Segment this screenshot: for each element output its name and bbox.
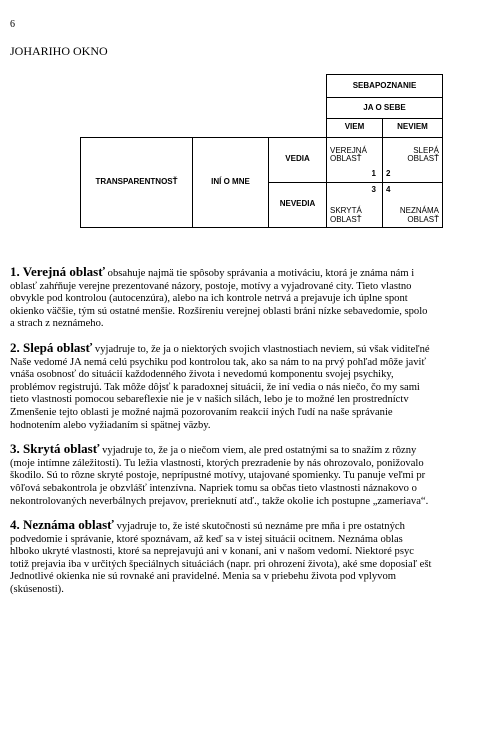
page-number: 6 [10,19,15,30]
paragraph-hidden-area: 3. Skrytá oblasť vyjadruje to, že ja o niečom viem, ale pred ostatnými sa to snažím z rôzny (moje intímne záležitosti). Tu ležia vlastnosti, ktorých prezradenie by nás ohrozovalo, ponižovalo škodilo. Sú to rôzne skryté postoje, neprípustné motívy, utajované spomienky. Tu panuje veľmi pr vôľová sebakontrola je obzvlášť intenzívna. Napriek tomu sa občas tieto vlastnosti náznakovo o nekontrolovaných neverbálnych prejavov, prerieknutí atď., takže okolie ich postupne „zameriava“. [10,443,429,507]
quadrant-label: VEREJNÁ OBLASŤ [330,145,367,164]
body-text [10,266,485,608]
column-not-know: NEVIEM [383,119,443,138]
paragraph-blind-area: 2. Slepá oblasť vyjadruje to, že ja o niektorých svojich vlastnostiach neviem, sú však viditeľné Naše vedomé JA nemá celú psychiku pod kontrolou tak, ako sa nám to na prvý pohľad môže javiť vnáša osobnosť do situácií každodenného života i nevedomú komponentu svojej psychiky, problémov registrujú. Tak môže dôjsť k paradoxnej situácii, že iní vedia o nás niečo, čo my sami tieto vlastnosti pomocou sebareflexie nie je v našich silách, lebo je to možné len prostredníctv Zmenšenie tejto oblasti je možné najmä pozorovaním reakcií iných ľudí na naše správanie hodnotením alebo vyžiadaním si spätnej väzby. [10,341,430,431]
quadrant-hidden-area [327,182,383,227]
paragraph-public-area: 1. Verejná oblasť obsahuje najmä tie spôsoby správania a motiváciu, ktorá je známa nám i oblasť zahŕňuje verejne prezentované názory, postoje, motívy a vyjadrované city. Tieto vlastno obvykle pod kontrolou (autocenzúra), alebo na ich kontrole netrvá a prejavuje ich úplne spont okienko väčšie, tým sú ostatné menšie. Rozšíreniu verejnej oblasti bráni nízke sebavedomie, spolo a strach z neznámeho. [10,266,428,330]
quadrant-number: 3 [371,184,376,194]
quadrant-number: 2 [386,168,391,178]
column-know: VIEM [327,119,383,138]
paragraph-lead: 2. Slepá oblasť [10,341,93,355]
row-transparency: TRANSPARENTNOSŤ [81,137,193,227]
paragraph-unknown-area: 4. Neznáma oblasť vyjadruje to, že isté skutočnosti sú neznáme pre mňa i pre ostatných podvedomie i správanie, ktoré spoznávam, až keď sa v istej situácii ocitnem. Neznáma oblas hlboko ukryté vlastnosti, ktoré sa neprejavujú ani v konaní, ani v našom vedomí. Niektoré psyc totiž prejavia iba v určitých špeciálnych situáciách (napr. pri ohrození života), aké sme doposiaľ ešt Jednotlivé okienka nie sú rovnaké ani pravidelné. Menia sa v priebehu života pod vplyvom (skúsenosti). [10,519,432,596]
quadrant-blind-area [383,137,443,182]
table-empty-corner [81,119,327,138]
paragraph-lead: 1. Verejná oblasť [10,266,106,279]
header-self-knowledge: SEBAPOZNANIE [327,75,443,98]
johari-window-table [80,74,443,228]
row-others-about-me: INÍ O MNE [193,137,269,227]
quadrant-public-area [327,137,383,182]
row-know: VEDIA [269,137,327,182]
quadrant-number: 1 [371,168,376,178]
quadrant-label: SKRYTÁ OBLASŤ [330,205,362,224]
table-empty-corner [81,75,327,98]
paragraph-lead: 4. Neznáma oblasť [10,519,114,533]
quadrant-label: SLEPÁ OBLASŤ [407,145,439,164]
quadrant-number: 4 [386,184,391,194]
table-empty-corner [81,98,327,119]
paragraph-lead: 3. Skrytá oblasť [10,443,100,457]
quadrant-label: NEZNÁMA OBLASŤ [399,205,439,224]
quadrant-unknown-area [383,182,443,227]
row-not-know: NEVEDIA [269,182,327,227]
document-title: JOHARIHO OKNO [10,44,108,58]
header-me-about-me: JA O SEBE [327,98,443,119]
